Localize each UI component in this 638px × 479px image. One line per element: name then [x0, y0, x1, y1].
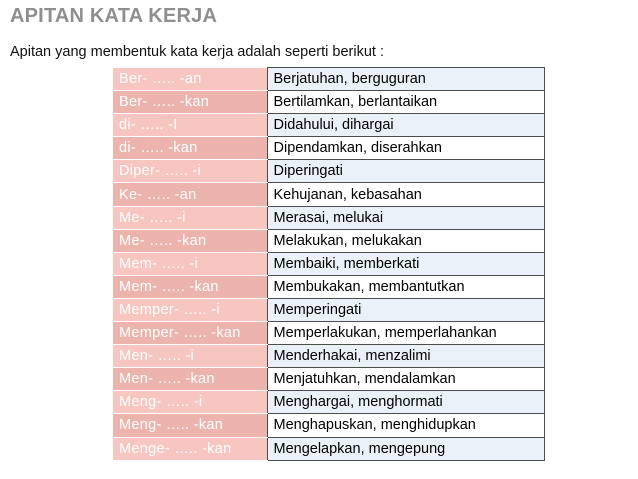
affix-cell: Ber- ….. -kan: [113, 91, 267, 114]
table-row: [113, 322, 544, 345]
table-row: [113, 345, 544, 368]
table-row: [113, 183, 544, 206]
table-row: [113, 298, 544, 321]
table-row: [113, 229, 544, 252]
affix-cell: Me- ….. -i: [113, 206, 267, 229]
table-row: [113, 137, 544, 160]
example-cell: Menderhakai, menzalimi: [267, 345, 544, 368]
example-cell: Memperlakukan, memperlahankan: [267, 322, 544, 345]
example-cell: Berjatuhan, berguguran: [267, 68, 544, 91]
example-cell: Memperingati: [267, 298, 544, 321]
example-cell: Menghargai, menghormati: [267, 391, 544, 414]
affix-cell: di- ….. -I: [113, 114, 267, 137]
example-cell: Melakukan, melukakan: [267, 229, 544, 252]
example-cell: Dipendamkan, diserahkan: [267, 137, 544, 160]
example-cell: Kehujanan, kebasahan: [267, 183, 544, 206]
affix-cell: Mem- ….. -kan: [113, 275, 267, 298]
example-cell: Menjatuhkan, mendalamkan: [267, 368, 544, 391]
affix-cell: Men- ….. -i: [113, 345, 267, 368]
affix-cell: Ke- ….. -an: [113, 183, 267, 206]
example-cell: Didahului, dihargai: [267, 114, 544, 137]
table-row: [113, 368, 544, 391]
example-cell: Membukakan, membantutkan: [267, 275, 544, 298]
table-row: [113, 91, 544, 114]
affix-cell: Meng- ….. -kan: [113, 414, 267, 437]
table-row: [113, 275, 544, 298]
page-title: APITAN KATA KERJA: [10, 5, 218, 27]
example-cell: Diperingati: [267, 160, 544, 183]
affix-cell: Diper- ….. -i: [113, 160, 267, 183]
table-row: [113, 437, 544, 460]
example-cell: Membaiki, memberkati: [267, 252, 544, 275]
table-row: [113, 114, 544, 137]
affix-table-body: [113, 68, 544, 461]
example-cell: Mengelapkan, mengepung: [267, 437, 544, 460]
affix-cell: Me- ….. -kan: [113, 229, 267, 252]
table-row: [113, 252, 544, 275]
table-row: [113, 68, 544, 91]
affix-cell: Memper- ….. -kan: [113, 322, 267, 345]
affix-cell: Mem- ….. -i: [113, 252, 267, 275]
affix-cell: Meng- ….. -i: [113, 391, 267, 414]
affix-cell: Memper- ….. -i: [113, 298, 267, 321]
table-row: [113, 391, 544, 414]
affix-cell: Men- ….. -kan: [113, 368, 267, 391]
affix-table: [113, 67, 545, 461]
example-cell: Bertilamkan, berlantaikan: [267, 91, 544, 114]
table-row: [113, 160, 544, 183]
example-cell: Menghapuskan, menghidupkan: [267, 414, 544, 437]
example-cell: Merasai, melukai: [267, 206, 544, 229]
affix-cell: di- ….. -kan: [113, 137, 267, 160]
intro-text: Apitan yang membentuk kata kerja adalah seperti berikut :: [10, 44, 384, 60]
table-row: [113, 414, 544, 437]
table-row: [113, 206, 544, 229]
affix-cell: Ber- ….. -an: [113, 68, 267, 91]
affix-cell: Menge- ….. -kan: [113, 437, 267, 460]
